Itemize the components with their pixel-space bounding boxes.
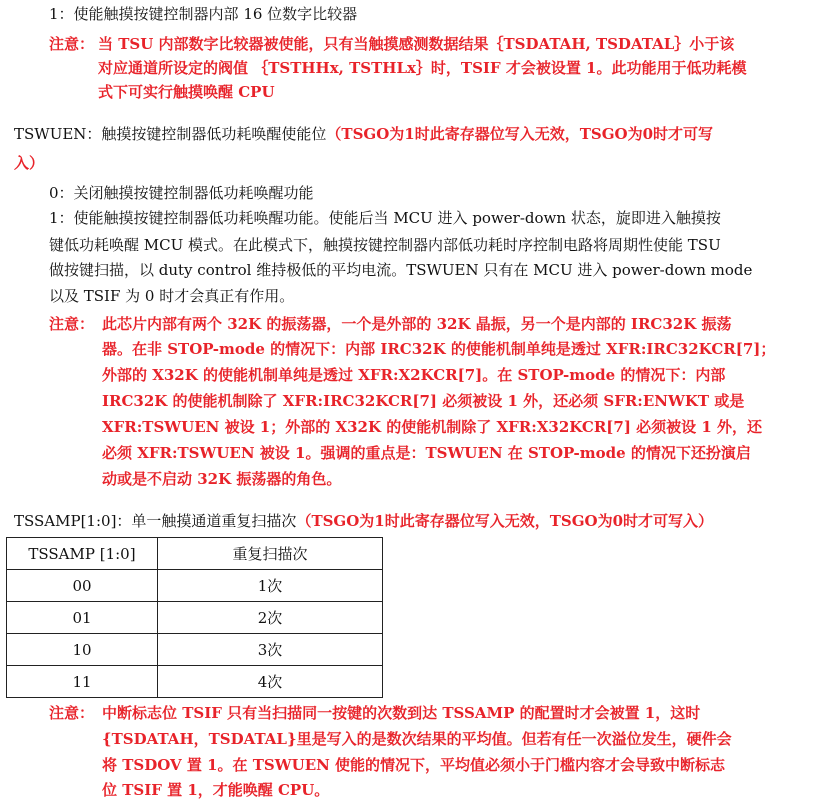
tswuen-option-0: 0：关闭触摸按键控制器低功耗唤醒功能 (49, 184, 314, 202)
note-label: 注意： (49, 35, 95, 53)
table-header-row (7, 538, 383, 570)
table-row (7, 666, 383, 698)
note-line: {TSDATAH，TSDATAL}里是写入的是数次结果的平均值。但若有任一次溢位发生，硬件会 (102, 730, 732, 748)
tswuen-title-note: （TSGO为1时此寄存器位写入无效，TSGO为0时才可写 (326, 125, 714, 143)
table-cell: 4次 (158, 666, 383, 698)
tswuen-option-1-line: 以及 TSIF 为 0 时才会真正有作用。 (49, 287, 295, 305)
tswuen-title-note-cont: 入） (14, 154, 45, 172)
note-line: 当 TSU 内部数字比较器被使能，只有当触摸感测数据结果｛TSDATAH, TSDATAL｝小于该 (98, 35, 735, 53)
note-line: 器。在非 STOP-mode 的情况下：内部 IRC32K 的使能机制单纯是透过 XFR:IRC32KCR[7]； (102, 340, 776, 358)
table-cell: 11 (7, 666, 158, 698)
table-cell: 00 (7, 570, 158, 602)
note-line: 中断标志位 TSIF 只有当扫描同一按键的次数到达 TSSAMP 的配置时才会被置 1，这时 (102, 704, 701, 722)
tssamp-title-note: （TSGO为1时此寄存器位写入无效，TSGO为0时才可写入） (296, 512, 714, 530)
note-line: 外部的 X32K 的使能机制单纯是透过 XFR:X2KCR[7]。在 STOP-mode 的情况下：内部 (102, 366, 726, 384)
note-line: IRC32K 的使能机制除了 XFR:IRC32KCR[7] 必须被设 1 外，还必须 SFR:ENWKT 或是 (102, 392, 745, 410)
tswuen-title (14, 124, 713, 144)
table-header-cell: 重复扫描次 (158, 538, 383, 570)
note-line: XFR:TSWUEN 被设 1；外部的 X32K 的使能机制除了 XFR:X32KCR[7] 必须被设 1 外，还 (102, 418, 763, 436)
note-label: 注意： (49, 704, 95, 722)
note-label: 注意： (49, 315, 95, 333)
tswuen-title-text: TSWUEN：触摸按键控制器低功耗唤醒使能位 (14, 125, 327, 143)
table-cell: 2次 (158, 602, 383, 634)
note-line: 将 TSDOV 置 1。在 TSWUEN 使能的情况下，平均值必须小于门槛内容才会导致中断标志 (102, 756, 726, 774)
note-line: 此芯片内部有两个 32K 的振荡器，一个是外部的 32K 晶振，另一个是内部的 IRC32K 振荡 (102, 315, 732, 333)
table-header-cell: TSSAMP [1:0] (7, 538, 158, 570)
tswuen-option-1-line: 做按键扫描，以 duty control 维持极低的平均电流。TSWUEN 只有在 MCU 进入 power-down mode (49, 261, 753, 279)
note-line: 位 TSIF 置 1，才能唤醒 CPU。 (102, 781, 330, 799)
table-cell: 1次 (158, 570, 383, 602)
note-line: 必须 XFR:TSWUEN 被设 1。强调的重点是：TSWUEN 在 STOP-mode 的情况下还扮演启 (102, 444, 751, 462)
note-line: 对应通道所设定的阀值 ｛TSTHHx, TSTHLx｝时，TSIF 才会被设置 1。此功能用于低功耗模 (98, 59, 747, 77)
tswuen-option-1-line: 1：使能触摸按键控制器低功耗唤醒功能。使能后当 MCU 进入 power-down 状态，旋即进入触摸按 (49, 209, 721, 227)
table-cell: 01 (7, 602, 158, 634)
table-row (7, 634, 383, 666)
option-1-comparator: 1：使能触摸按键控制器内部 16 位数字比较器 (49, 5, 358, 23)
table-cell: 10 (7, 634, 158, 666)
tssamp-table (6, 537, 383, 698)
tssamp-title (14, 511, 713, 531)
table-row (7, 570, 383, 602)
table-cell: 3次 (158, 634, 383, 666)
tssamp-title-text: TSSAMP[1:0]：单一触摸通道重复扫描次 (14, 512, 297, 530)
note-line: 式下可实行触摸唤醒 CPU (98, 83, 275, 101)
tswuen-option-1-line: 键低功耗唤醒 MCU 模式。在此模式下，触摸按键控制器内部低功耗时序控制电路将周期性使能 TSU (49, 236, 721, 254)
table-row (7, 602, 383, 634)
note-line: 动或是不启动 32K 振荡器的角色。 (102, 470, 342, 488)
